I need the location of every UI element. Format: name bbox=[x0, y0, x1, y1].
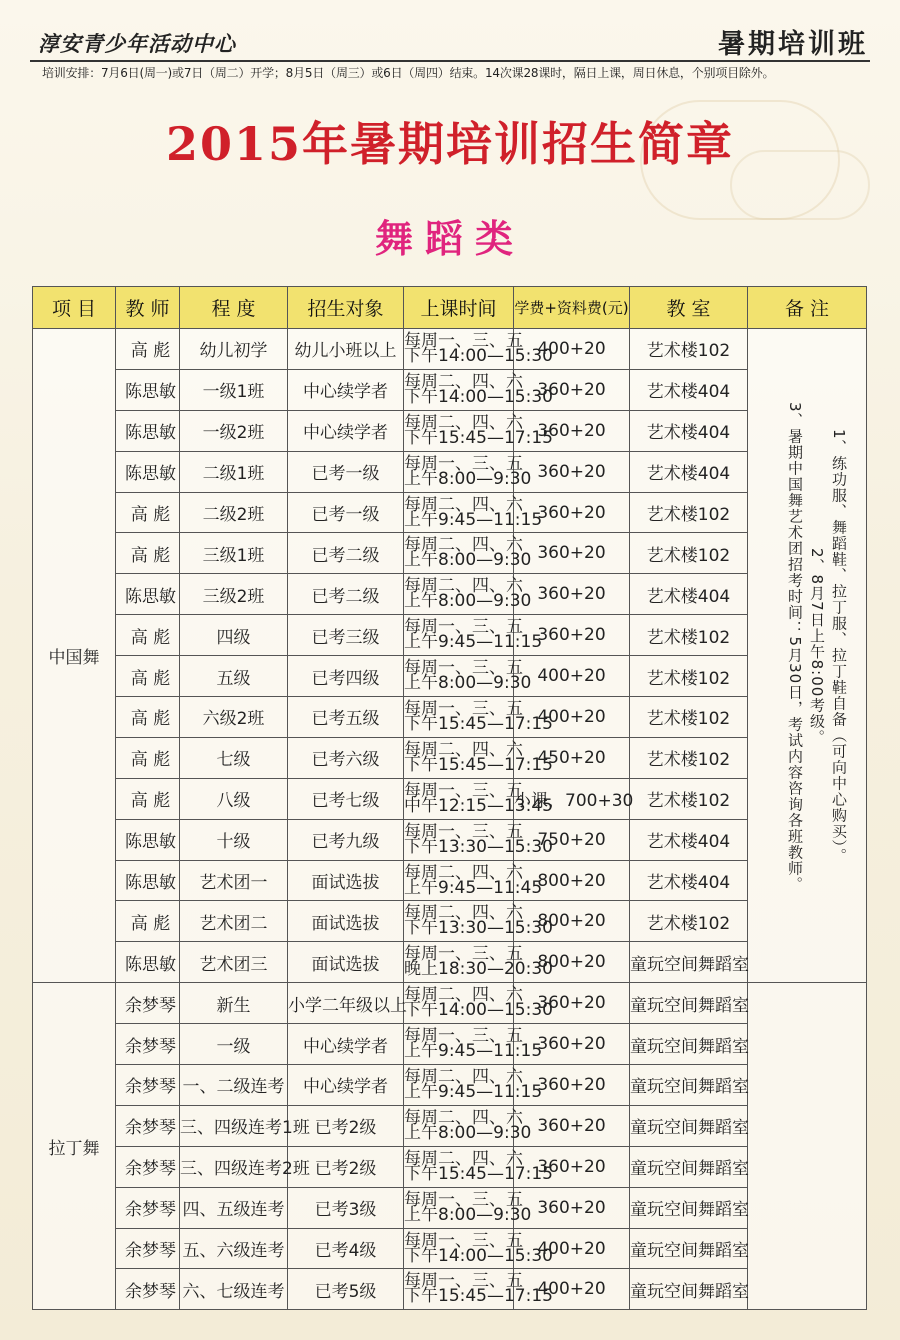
level-cell: 四级 bbox=[180, 615, 288, 656]
notes-cell-empty bbox=[748, 983, 867, 1310]
note-item: 3、暑期中国舞艺术团招考时间：5月30日，考试内容咨询各班教师。 bbox=[786, 401, 804, 893]
class-hours: 上午9:45—11:15 bbox=[404, 632, 543, 653]
class-time-cell bbox=[404, 1187, 532, 1228]
target-cell: 面试选拔 bbox=[288, 942, 404, 983]
room-cell: 艺术楼404 bbox=[630, 451, 748, 492]
top-header bbox=[0, 0, 900, 60]
target-cell: 已考三级 bbox=[288, 615, 404, 656]
class-days: 每周二、四、六 bbox=[404, 535, 523, 556]
table-row bbox=[33, 860, 867, 901]
class-hours: 下午14:00—15:30 bbox=[404, 386, 553, 407]
class-days: 每周二、四、六 bbox=[404, 412, 523, 433]
level-cell: 七级 bbox=[180, 737, 288, 778]
class-time-cell bbox=[404, 737, 553, 778]
class-time-cell bbox=[404, 697, 553, 738]
class-hours: 下午14:00—15:30 bbox=[404, 1000, 553, 1021]
level-cell: 三级1班 bbox=[180, 533, 288, 574]
level-cell: 五级 bbox=[180, 656, 288, 697]
class-time-cell bbox=[404, 369, 553, 410]
table-row bbox=[33, 451, 867, 492]
class-hours: 上午8:00—9:30 bbox=[404, 673, 532, 694]
level-cell: 一、二级连考 bbox=[180, 1065, 288, 1106]
header-level: 程 度 bbox=[180, 287, 288, 329]
class-days: 每周一、三、五 bbox=[404, 330, 523, 351]
fee-cell: 360+20 bbox=[514, 410, 630, 451]
class-days: 每周二、四、六 bbox=[404, 1148, 523, 1169]
page-title: 2015年暑期培训招生简章 bbox=[165, 117, 735, 171]
fee-cell: 360+20 bbox=[514, 1024, 630, 1065]
header-room: 教 室 bbox=[630, 287, 748, 329]
fee-cell: 750+20 bbox=[514, 819, 630, 860]
class-days: 每周二、四、六 bbox=[404, 862, 523, 883]
table-body bbox=[33, 329, 867, 1310]
class-days: 每周二、四、六 bbox=[404, 903, 523, 924]
fee-cell: 360+20 bbox=[514, 1105, 630, 1146]
table-row bbox=[33, 329, 867, 370]
target-cell: 面试选拔 bbox=[288, 860, 404, 901]
class-hours: 下午15:45—17:15 bbox=[404, 1286, 553, 1307]
class-time-cell bbox=[404, 533, 532, 574]
target-cell: 已考4级 bbox=[288, 1228, 404, 1269]
level-cell: 一级1班 bbox=[180, 369, 288, 410]
category-cell: 拉丁舞 bbox=[33, 983, 116, 1310]
fee-cell: 360+20 bbox=[514, 451, 630, 492]
table-row bbox=[33, 778, 867, 819]
class-days: 每周一、三、五 bbox=[404, 698, 523, 719]
teacher-cell: 余梦琴 bbox=[116, 1187, 180, 1228]
class-hours: 下午15:45—17:15 bbox=[404, 754, 553, 775]
table-row bbox=[33, 1269, 867, 1310]
table-row bbox=[33, 574, 867, 615]
target-cell: 已考二级 bbox=[288, 574, 404, 615]
class-time-cell bbox=[404, 1228, 553, 1269]
class-time-cell bbox=[404, 819, 553, 860]
class-hours: 上午8:00—9:30 bbox=[404, 1204, 532, 1225]
teacher-cell: 高 彪 bbox=[116, 901, 180, 942]
brand-title: 暑期培训班 bbox=[718, 29, 868, 60]
header-target: 招生对象 bbox=[288, 287, 404, 329]
level-cell: 六、七级连考 bbox=[180, 1269, 288, 1310]
level-cell: 四、五级连考 bbox=[180, 1187, 288, 1228]
note-item: 2、8月7日上午8:00考级。 bbox=[808, 548, 826, 746]
class-time-cell bbox=[404, 492, 543, 533]
teacher-cell: 陈思敏 bbox=[116, 574, 180, 615]
class-days: 每周二、四、六 bbox=[404, 494, 523, 515]
table-row bbox=[33, 697, 867, 738]
class-time-cell bbox=[404, 329, 553, 370]
room-cell: 童玩空间舞蹈室 bbox=[630, 1105, 748, 1146]
table-row bbox=[33, 1105, 867, 1146]
class-time-cell bbox=[404, 451, 532, 492]
class-days: 每周一、三、五 bbox=[404, 1271, 523, 1292]
fee-cell: 360+20 bbox=[514, 1065, 630, 1106]
class-time-cell bbox=[404, 1105, 532, 1146]
fee-cell: 360+20 bbox=[514, 1146, 630, 1187]
schedule-note: 培训安排：7月6日(周一)或7日（周二）开学；8月5日（周三）或6日（周四）结束。14次课28课时，隔日上课，周日休息，个别项目除外。 bbox=[42, 66, 775, 80]
header-project: 项 目 bbox=[33, 287, 116, 329]
class-hours: 上午9:45—11:15 bbox=[404, 1081, 543, 1102]
class-days: 每周二、四、六 bbox=[404, 985, 523, 1006]
note-item: 1、练功服、舞蹈鞋、拉丁服、拉丁鞋自备（可向中心购买）。 bbox=[830, 429, 848, 865]
room-cell: 童玩空间舞蹈室 bbox=[630, 1146, 748, 1187]
org-name: 淳安青少年活动中心 bbox=[38, 31, 236, 56]
class-days: 每周二、四、六 bbox=[404, 739, 523, 760]
teacher-cell: 高 彪 bbox=[116, 697, 180, 738]
teacher-cell: 陈思敏 bbox=[116, 369, 180, 410]
target-cell: 幼儿小班以上 bbox=[288, 329, 404, 370]
fee-cell: 400+20 bbox=[514, 329, 630, 370]
room-cell: 艺术楼404 bbox=[630, 860, 748, 901]
teacher-cell: 高 彪 bbox=[116, 533, 180, 574]
level-cell: 二级1班 bbox=[180, 451, 288, 492]
room-cell: 童玩空间舞蹈室 bbox=[630, 942, 748, 983]
class-time-cell bbox=[404, 778, 553, 819]
table-row bbox=[33, 410, 867, 451]
class-days: 每周一、三、五 bbox=[404, 944, 523, 965]
target-cell: 已考一级 bbox=[288, 451, 404, 492]
target-cell: 中心续学者 bbox=[288, 410, 404, 451]
class-days: 每周一、三、五 bbox=[404, 658, 523, 679]
fee-cell: 800+20 bbox=[514, 860, 630, 901]
table-row bbox=[33, 942, 867, 983]
table-row bbox=[33, 1024, 867, 1065]
teacher-cell: 高 彪 bbox=[116, 492, 180, 533]
room-cell: 艺术楼404 bbox=[630, 369, 748, 410]
room-cell: 艺术楼102 bbox=[630, 615, 748, 656]
target-cell: 已考5级 bbox=[288, 1269, 404, 1310]
class-time-cell bbox=[404, 615, 543, 656]
teacher-cell: 余梦琴 bbox=[116, 1024, 180, 1065]
target-cell: 小学二年级以上 bbox=[288, 983, 404, 1024]
teacher-cell: 余梦琴 bbox=[116, 1105, 180, 1146]
target-cell: 已考七级 bbox=[288, 778, 404, 819]
room-cell: 童玩空间舞蹈室 bbox=[630, 1269, 748, 1310]
table-row bbox=[33, 492, 867, 533]
class-days: 每周一、三、五 bbox=[404, 1026, 523, 1047]
class-days: 每周二、四、六 bbox=[404, 576, 523, 597]
table-row bbox=[33, 369, 867, 410]
class-time-cell bbox=[404, 656, 532, 697]
level-cell: 艺术团二 bbox=[180, 901, 288, 942]
table-row bbox=[33, 1146, 867, 1187]
target-cell: 已考二级 bbox=[288, 533, 404, 574]
class-days: 每周一、三、五 bbox=[404, 1230, 523, 1251]
target-cell: 已考2级 bbox=[288, 1146, 404, 1187]
room-cell: 童玩空间舞蹈室 bbox=[630, 1228, 748, 1269]
teacher-cell: 高 彪 bbox=[116, 615, 180, 656]
target-cell: 中心续学者 bbox=[288, 1065, 404, 1106]
fee-cell: 360+20 bbox=[514, 1187, 630, 1228]
fee-cell: 360+20 bbox=[514, 492, 630, 533]
room-cell: 艺术楼102 bbox=[630, 737, 748, 778]
level-cell: 三级2班 bbox=[180, 574, 288, 615]
header-notes: 备 注 bbox=[748, 287, 867, 329]
room-cell: 艺术楼102 bbox=[630, 329, 748, 370]
notes-box bbox=[748, 329, 866, 982]
header-divider bbox=[30, 60, 870, 62]
class-days: 每周一、三、五 bbox=[404, 821, 523, 842]
room-cell: 童玩空间舞蹈室 bbox=[630, 1024, 748, 1065]
level-cell: 六级2班 bbox=[180, 697, 288, 738]
class-time-cell bbox=[404, 410, 553, 451]
teacher-cell: 陈思敏 bbox=[116, 860, 180, 901]
fee-cell: 400+20 bbox=[514, 656, 630, 697]
notes-text bbox=[784, 367, 850, 927]
room-cell: 童玩空间舞蹈室 bbox=[630, 1187, 748, 1228]
class-time-cell bbox=[404, 1024, 543, 1065]
table-header-row bbox=[33, 287, 867, 329]
teacher-cell: 陈思敏 bbox=[116, 819, 180, 860]
fee-cell: 400+20 bbox=[514, 1228, 630, 1269]
target-cell: 面试选拔 bbox=[288, 901, 404, 942]
category-cell: 中国舞 bbox=[33, 329, 116, 983]
level-cell: 一级 bbox=[180, 1024, 288, 1065]
level-cell: 三、四级连考2班 bbox=[180, 1146, 288, 1187]
room-cell: 童玩空间舞蹈室 bbox=[630, 983, 748, 1024]
fee-cell: 450+20 bbox=[514, 737, 630, 778]
fee-cell: 400+20 bbox=[514, 1269, 630, 1310]
class-days: 每周一、三、五 bbox=[404, 453, 523, 474]
teacher-cell: 陈思敏 bbox=[116, 942, 180, 983]
table-row bbox=[33, 819, 867, 860]
teacher-cell: 高 彪 bbox=[116, 778, 180, 819]
class-days: 每周二、四、六 bbox=[404, 1107, 523, 1128]
class-hours: 晚上18:30—20:30 bbox=[404, 959, 553, 980]
fee-cell: 800+20 bbox=[514, 901, 630, 942]
class-time-cell bbox=[404, 1146, 553, 1187]
room-cell: 艺术楼404 bbox=[630, 410, 748, 451]
class-hours: 上午8:00—9:30 bbox=[404, 550, 532, 571]
header-teacher: 教 师 bbox=[116, 287, 180, 329]
target-cell: 已考2级 bbox=[288, 1105, 404, 1146]
table-row bbox=[33, 737, 867, 778]
table-row bbox=[33, 1228, 867, 1269]
teacher-cell: 高 彪 bbox=[116, 329, 180, 370]
class-hours: 下午14:00—15:30 bbox=[404, 1245, 553, 1266]
class-hours: 上午9:45—11:15 bbox=[404, 509, 543, 530]
room-cell: 艺术楼404 bbox=[630, 819, 748, 860]
table-row bbox=[33, 615, 867, 656]
target-cell: 已考九级 bbox=[288, 819, 404, 860]
course-table bbox=[32, 286, 867, 1310]
table-row bbox=[33, 533, 867, 574]
header-time: 上课时间 bbox=[404, 287, 514, 329]
teacher-cell: 陈思敏 bbox=[116, 451, 180, 492]
table-row bbox=[33, 983, 867, 1024]
level-cell: 八级 bbox=[180, 778, 288, 819]
fee-cell: 360+20 bbox=[514, 615, 630, 656]
teacher-cell: 高 彪 bbox=[116, 737, 180, 778]
target-cell: 已考四级 bbox=[288, 656, 404, 697]
class-days: 每周一、三、五 bbox=[404, 780, 523, 801]
class-time-cell bbox=[404, 1269, 553, 1310]
room-cell: 艺术楼102 bbox=[630, 778, 748, 819]
table-row bbox=[33, 1187, 867, 1228]
level-cell: 十级 bbox=[180, 819, 288, 860]
class-hours: 上午9:45—11:15 bbox=[404, 1041, 543, 1062]
header-fee: 学费+资料费(元) bbox=[514, 287, 630, 329]
level-cell: 一级2班 bbox=[180, 410, 288, 451]
class-time-cell bbox=[404, 942, 553, 983]
class-days: 每周一、三、五 bbox=[404, 1189, 523, 1210]
room-cell: 艺术楼102 bbox=[630, 697, 748, 738]
notes-cell bbox=[748, 329, 867, 983]
class-hours: 中午12:15—13:45 bbox=[404, 795, 553, 816]
table-row bbox=[33, 656, 867, 697]
fee-cell: 400+20 bbox=[514, 697, 630, 738]
class-hours: 下午13:30—15:30 bbox=[404, 836, 553, 857]
fee-cell: 360+20 bbox=[514, 574, 630, 615]
class-hours: 下午15:45—17:15 bbox=[404, 713, 553, 734]
class-hours: 上午8:00—9:30 bbox=[404, 1122, 532, 1143]
target-cell: 已考一级 bbox=[288, 492, 404, 533]
teacher-cell: 余梦琴 bbox=[116, 1146, 180, 1187]
level-cell: 艺术团三 bbox=[180, 942, 288, 983]
table-row bbox=[33, 1065, 867, 1106]
class-hours: 下午15:45—17:15 bbox=[404, 1163, 553, 1184]
section-subtitle: 舞蹈类 bbox=[374, 217, 525, 261]
teacher-cell: 余梦琴 bbox=[116, 1228, 180, 1269]
class-time-cell bbox=[404, 983, 553, 1024]
class-days: 每周二、四、六 bbox=[404, 371, 523, 392]
fee-cell: 小课，700+30 bbox=[514, 778, 630, 819]
teacher-cell: 高 彪 bbox=[116, 656, 180, 697]
teacher-cell: 余梦琴 bbox=[116, 1269, 180, 1310]
target-cell: 中心续学者 bbox=[288, 369, 404, 410]
room-cell: 艺术楼102 bbox=[630, 533, 748, 574]
fee-cell: 360+20 bbox=[514, 533, 630, 574]
class-hours: 上午8:00—9:30 bbox=[404, 468, 532, 489]
level-cell: 新生 bbox=[180, 983, 288, 1024]
level-cell: 艺术团一 bbox=[180, 860, 288, 901]
level-cell: 幼儿初学 bbox=[180, 329, 288, 370]
target-cell: 已考3级 bbox=[288, 1187, 404, 1228]
level-cell: 五、六级连考 bbox=[180, 1228, 288, 1269]
teacher-cell: 余梦琴 bbox=[116, 1065, 180, 1106]
class-days: 每周一、三、五 bbox=[404, 617, 523, 638]
fee-cell: 360+20 bbox=[514, 983, 630, 1024]
class-hours: 下午14:00—15:30 bbox=[404, 345, 553, 366]
class-hours: 上午8:00—9:30 bbox=[404, 591, 532, 612]
class-hours: 下午13:30—15:30 bbox=[404, 918, 553, 939]
room-cell: 艺术楼102 bbox=[630, 901, 748, 942]
class-time-cell bbox=[404, 1065, 543, 1106]
teacher-cell: 余梦琴 bbox=[116, 983, 180, 1024]
table-row bbox=[33, 901, 867, 942]
class-days: 每周二、四、六 bbox=[404, 1066, 523, 1087]
room-cell: 艺术楼102 bbox=[630, 492, 748, 533]
target-cell: 已考五级 bbox=[288, 697, 404, 738]
class-time-cell bbox=[404, 860, 543, 901]
room-cell: 艺术楼404 bbox=[630, 574, 748, 615]
class-hours: 下午15:45—17:15 bbox=[404, 427, 553, 448]
fee-cell: 800+20 bbox=[514, 942, 630, 983]
class-time-cell bbox=[404, 574, 532, 615]
fee-cell: 360+20 bbox=[514, 369, 630, 410]
room-cell: 童玩空间舞蹈室 bbox=[630, 1065, 748, 1106]
target-cell: 已考六级 bbox=[288, 737, 404, 778]
level-cell: 二级2班 bbox=[180, 492, 288, 533]
class-hours: 上午9:45—11:45 bbox=[404, 877, 543, 898]
room-cell: 艺术楼102 bbox=[630, 656, 748, 697]
class-time-cell bbox=[404, 901, 553, 942]
target-cell: 中心续学者 bbox=[288, 1024, 404, 1065]
teacher-cell: 陈思敏 bbox=[116, 410, 180, 451]
level-cell: 三、四级连考1班 bbox=[180, 1105, 288, 1146]
